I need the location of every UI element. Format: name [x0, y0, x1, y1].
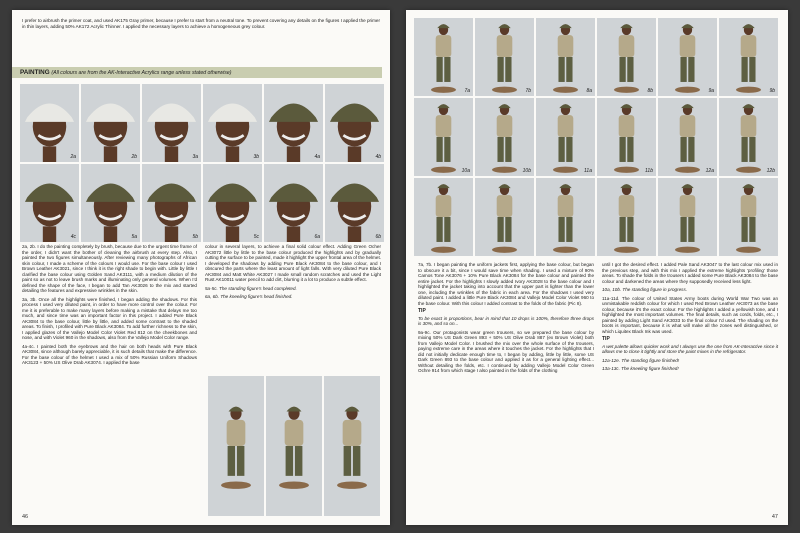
head-photo — [142, 164, 201, 242]
right-page — [406, 10, 788, 525]
photo-label: 6a — [314, 234, 320, 240]
left-page — [12, 10, 390, 525]
photo-label: 8b — [647, 88, 653, 94]
photo-label: 9b — [769, 88, 775, 94]
head-photo — [203, 164, 262, 242]
paragraph-7a-7b: 7a, 7b. I began painting the uniform jackets first, applying the base colour, but began to obscure it a bit, since I would save time when shading. I used a mixture of 90% Camos Tone AK3076 + 10% Pure Black AK3084 for the base colour and painted the entire jacket. For the highlights I slowly added Ivory AK3028 to the base colour and I highlighted the jacket taking into account that the upper part is lighter than the lower one, including the wrinkles of the fabric in each area. For the shadows I used very diluted paint. I added a little Pure Black AK3084 and Vallejo Model Color Violet 960 to the base colour. With this colour I added contrast to the folds of the fabric (Pic 8). — [418, 262, 594, 306]
figure-photo — [536, 98, 595, 176]
caption-12: 12a-12e. The standing figure finished! — [602, 357, 680, 363]
section-note: (All colours are from the AK-Interactive Acrylics range unless stated otherwise) — [51, 70, 232, 76]
left-column-2 — [205, 244, 381, 303]
caption-10a-10b: 10a, 10b. The standing figure in progress. — [602, 287, 688, 292]
figure-photo — [658, 18, 717, 96]
photo-label: 12a — [705, 168, 714, 174]
photo-label: 5b — [192, 234, 198, 240]
photo-label: 2a — [70, 154, 76, 160]
figure-progress-photo — [324, 376, 380, 516]
head-photo — [142, 84, 201, 162]
photo-label: 4a — [314, 154, 320, 160]
photo-label: 6b — [375, 234, 381, 240]
head-photo — [20, 164, 79, 242]
head-photo — [81, 84, 140, 162]
figure-progress-photo — [208, 376, 264, 516]
figure-photo — [536, 18, 595, 96]
figure-photo — [597, 98, 656, 176]
left-column-1 — [22, 244, 197, 369]
paragraph-11a-11d: 11a-11d. The colour of United States Army boots during World War Two was an unmistakable reddish colour for which I used Red Brown Leather AK3073 as the base colour, because it's the exact colour. For the highlights I added a yellowish tone, and I highlighted the most important volumes. The final details, such as cords, folds, etc., I painted by adding Light Sand AK3033 to the final colour I'd used. The shading on the boots is important, because it is what will make all the zones well distinguished, or which Liquitex Black Ink was used. — [602, 295, 778, 334]
head-photo — [264, 164, 323, 242]
photo-label: 10b — [522, 168, 531, 174]
photo-label: 11a — [584, 168, 592, 174]
figure-photo — [414, 178, 473, 256]
paragraph-2a-2b: 2a, 2b. I do the painting completely by brush, because due to the urgent time frame of the order, I didn't want the bother of cleaning the airbrush at every step. Also, I painted the two figures simultaneously. After reviewing many photographs of African skin colour, I made a scheme of the colours I would use. For the base colour I used Brown Leather AK3021, since I think it is the right shade to begin with. Little by little I clarified the base colour using Golden Sand AK3111, with a medium dilution of the paint so as not to leave brush marks and illuminating only general volumes. When I'd defined the shape of the face, I began to add Tan AK3026 to the mix and started detailing the features and expressive wrinkles in the skin. — [22, 244, 197, 293]
head-photo — [203, 84, 262, 162]
photo-label: 2b — [131, 154, 137, 160]
photo-label: 5c — [253, 234, 259, 240]
head-photo — [81, 164, 140, 242]
figure-photo — [475, 18, 534, 96]
caption-5a-5c: 5a-5c. The standing figure's head completed. — [205, 285, 297, 291]
head-photo — [20, 84, 79, 162]
figure-photo — [658, 98, 717, 176]
intro-paragraph: I prefer to airbrush the primer coat, and used AK175 Gray primer, because I prefer to start from a neutral tone. To prevent covering any details on the figures I applied the primer in thin layers, adding 50% AK172 Acrylic Thinner. I applied the necessary layers to achieve a homogeneous grey colour. — [22, 18, 380, 29]
paragraph-highlights: until I got the desired effect. I added Pale Sand AK3047 to the last colour mix used in the previous step, and with this mix I applied the extreme highlights 'profiling' those areas. To shade the folds in the trousers I added some Pure Black AK3084 to the base colour and darkened the areas where they supposedly received less light. — [602, 262, 778, 284]
photo-label: 12b — [766, 168, 775, 174]
photo-label: 7a — [464, 88, 470, 94]
figure-photo — [597, 178, 656, 256]
figure-photo — [414, 18, 473, 96]
painting-section-band — [12, 67, 382, 78]
figure-photo — [475, 98, 534, 176]
page-number-left: 46 — [22, 514, 29, 520]
figure-photo — [658, 178, 717, 256]
section-title: PAINTING (All colours are from the AK-Interactive Acrylics range unless stated otherwise) — [20, 69, 232, 76]
figure-photo — [719, 98, 778, 176]
figure-photo — [719, 18, 778, 96]
paragraph-3a-3b: 3a, 3b. Once all the highlights were finished, I began adding the shadows. For this process I used very diluted paint, in order to have more control over the colour. For me it is preferable to make many layers before making a mistake that delays me too much, and since time was an important factor in this project. I added Pure Black AK3084 to the base colour, little by little, and added some contrast to the shaded areas. To finish, I profiled with Pure Black AK3084. To add further richness to the skin, I applied glazes of the Vallejo Model Color Violet Red 812 on the cheekbones and nose, and with Violet 960 in the shadows, also from the Vallejo Model Color range. — [22, 296, 197, 340]
paragraph-helmet: colour in several layers, to achieve a final solid colour effect. Adding Green Ocher AK3072 little by little to the base colour produced the highlights and by gradually cutting the surface to be painted, made it highlight the upper frontal area of the helmet. I developed the shadows by adding Pure Black AK3084 to the base colour, and I obscured the parts where the least amount of light falls. With very diluted Pure Black AK3084 and Matt White AK3027 I made small random scratches and used the Light Rust AK10011 water pencil to add dirt, blurring it a lot to produce a subtle effect. — [205, 244, 381, 282]
tip-2-title: TIP — [602, 336, 610, 342]
figure-photo — [475, 178, 534, 256]
head-photo — [325, 164, 384, 242]
tip-1-text: To be exact in proportions, bear in mind that 10 drops is 100%, therefore three drops is 30%, and so on... — [418, 315, 594, 326]
photo-label: 5a — [131, 234, 137, 240]
figure-photo — [597, 18, 656, 96]
figure-photo — [536, 178, 595, 256]
right-column-2 — [602, 262, 778, 375]
photo-label: 8a — [586, 88, 592, 94]
head-photo — [264, 84, 323, 162]
photo-label: 9a — [708, 88, 714, 94]
photo-label: 4c — [70, 234, 76, 240]
photo-label: 7b — [525, 88, 531, 94]
photo-label: 11b — [645, 168, 653, 174]
caption-13: 13a-13c. The kneeling figure finished! — [602, 366, 679, 371]
photo-label: 10a — [461, 168, 470, 174]
caption-6a-6b: 6a, 6b. The kneeling figure's head finished. — [205, 294, 293, 299]
photo-label: 3b — [253, 154, 259, 160]
head-photo — [325, 84, 384, 162]
photo-label: 3a — [192, 154, 198, 160]
paragraph-9a-9c: 9a-9c. Our protagonists wear green trousers, so we prepared the base colour by mixing 50% US Dark Green 893 + 50% US Olive Drab 887 (ex Brown Violet) both from Vallejo Model Color. I brushed the mix over the whole surface of the trousers, paying extreme care in the areas where it touches the jacket. For the highlights that I did not initially dedicate enough time to, I began by adding, little by little, some US Dark Green 893 to the base colour and applied it as for a general lighting effect... Without detailing the folds, etc. I continued by adding Vallejo Model Color Green Ochre 914 from which stage I also painted in the folds of the clothing — [418, 329, 594, 373]
tip-2-text: A wet palette allows quicker work and I always use the one from AK-Interactive since it allows me to close it tightly and store the paint mixes in the refrigerator. — [602, 343, 778, 354]
figure-photo — [719, 178, 778, 256]
figure-progress-photo — [266, 376, 322, 516]
figure-photo — [414, 98, 473, 176]
page-number-right: 47 — [771, 514, 778, 520]
tip-1-title: TIP — [418, 308, 426, 314]
right-column-1 — [418, 262, 594, 377]
photo-label: 4b — [375, 154, 381, 160]
paragraph-4a-4c: 4a-4c. I painted both the eyebrows and the hair on both heads with Pure Black AK3084, since although barely appreciable, it is such details that make the difference. For the base colour of the helmet I used a mix of 50% Russian Uniform Shadows AK3123 + 50% US Olive Drab AK3074. I applied the base — [22, 343, 197, 365]
